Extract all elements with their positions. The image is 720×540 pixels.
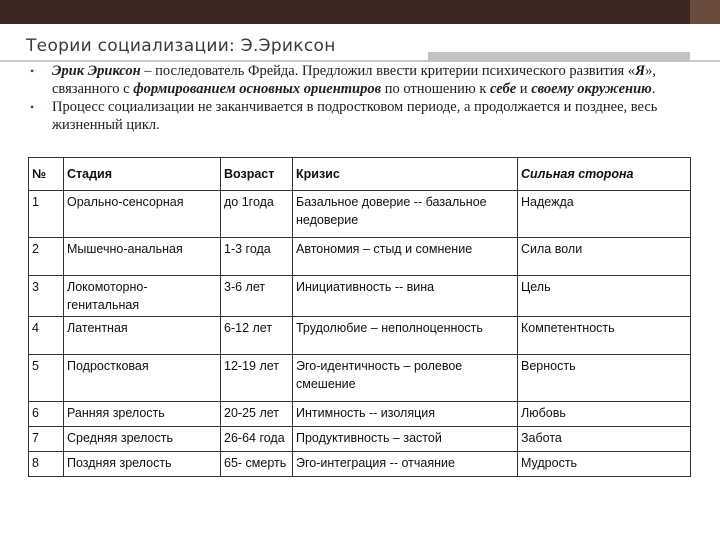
table-row: [29, 452, 691, 477]
cell-crisis: Трудолюбие – неполноценность: [293, 317, 518, 355]
cell-age: 20-25 лет: [221, 402, 293, 427]
cell-crisis: Автономия – стыд и сомнение: [293, 238, 518, 276]
slide-title: Теории социализации: Э.Эриксон: [26, 36, 336, 56]
table-row: [29, 402, 691, 427]
header-num: №: [29, 158, 64, 191]
cell-crisis: Эго-идентичность – ролевое смешение: [293, 355, 518, 402]
bullet-item-socialization: [30, 98, 702, 134]
top-bar-accent: [0, 0, 690, 24]
bullet-text: », связанного с: [52, 63, 656, 97]
cell-crisis: Инициативность -- вина: [293, 276, 518, 317]
cell-strength: Забота: [518, 427, 691, 452]
cell-num: 3: [29, 276, 64, 317]
table-row: [29, 191, 691, 238]
header-stage: Стадия: [64, 158, 221, 191]
cell-age: 1-3 года: [221, 238, 293, 276]
table-row: [29, 355, 691, 402]
cell-crisis: Интимность -- изоляция: [293, 402, 518, 427]
bullet-text: Процесс социализации не заканчивается в подростковом периоде, а продолжается и позднее, весь жизненный цикл.: [52, 99, 658, 133]
cell-strength: Компетентность: [518, 317, 691, 355]
bullet-text: – последователь Фрейда. Предложил ввести критерии психического развития «: [140, 63, 636, 79]
bullet-bold-self: себе: [490, 81, 517, 97]
cell-age: 3-6 лет: [221, 276, 293, 317]
header-crisis: Кризис: [293, 158, 518, 191]
cell-stage: Подростковая: [64, 355, 221, 402]
cell-strength: Надежда: [518, 191, 691, 238]
cell-age: 12-19 лет: [221, 355, 293, 402]
header-strength: Сильная сторона: [518, 158, 691, 191]
table-row: [29, 317, 691, 355]
cell-stage: Локомоторно-генитальная: [64, 276, 221, 317]
cell-strength: Мудрость: [518, 452, 691, 477]
erikson-stages-table: [28, 157, 691, 477]
table-row: [29, 427, 691, 452]
cell-stage: Ранняя зрелость: [64, 402, 221, 427]
cell-num: 7: [29, 427, 64, 452]
cell-strength: Сила воли: [518, 238, 691, 276]
cell-num: 4: [29, 317, 64, 355]
slide-top-bar: [0, 0, 720, 24]
cell-stage: Орально-сенсорная: [64, 191, 221, 238]
bullet-bold-name: Эрик Эриксон: [52, 63, 141, 79]
bullet-bold-ya: Я: [635, 63, 646, 79]
cell-age: 65- смерть: [221, 452, 293, 477]
cell-strength: Цель: [518, 276, 691, 317]
cell-age: 6-12 лет: [221, 317, 293, 355]
top-bar-stripe: [690, 0, 720, 24]
cell-stage: Мышечно-анальная: [64, 238, 221, 276]
cell-strength: Любовь: [518, 402, 691, 427]
cell-num: 2: [29, 238, 64, 276]
cell-num: 8: [29, 452, 64, 477]
bullet-icon: •: [30, 64, 35, 78]
cell-strength: Верность: [518, 355, 691, 402]
cell-crisis: Эго-интеграция -- отчаяние: [293, 452, 518, 477]
cell-stage: Поздняя зрелость: [64, 452, 221, 477]
cell-stage: Средняя зрелость: [64, 427, 221, 452]
title-divider-highlight: [428, 52, 690, 62]
header-age: Возраст: [221, 158, 293, 191]
cell-num: 6: [29, 402, 64, 427]
cell-age: до 1года: [221, 191, 293, 238]
cell-num: 1: [29, 191, 64, 238]
bullet-text: .: [651, 81, 656, 97]
bullet-icon: •: [30, 100, 35, 114]
cell-crisis: Продуктивность – застой: [293, 427, 518, 452]
table-row: [29, 276, 691, 317]
cell-age: 26-64 года: [221, 427, 293, 452]
bullet-bold-environment: своему окружению: [531, 81, 652, 97]
table-row: [29, 238, 691, 276]
bullet-text: по отношению к: [381, 81, 490, 97]
bullet-list: [30, 62, 702, 134]
bullet-item-erikson: [30, 62, 702, 98]
cell-num: 5: [29, 355, 64, 402]
cell-stage: Латентная: [64, 317, 221, 355]
bullet-text: и: [516, 81, 532, 97]
cell-crisis: Базальное доверие -- базальное недоверие: [293, 191, 518, 238]
table-header-row: [29, 158, 691, 191]
bullet-bold-orientation: формированием основных ориентиров: [133, 81, 382, 97]
